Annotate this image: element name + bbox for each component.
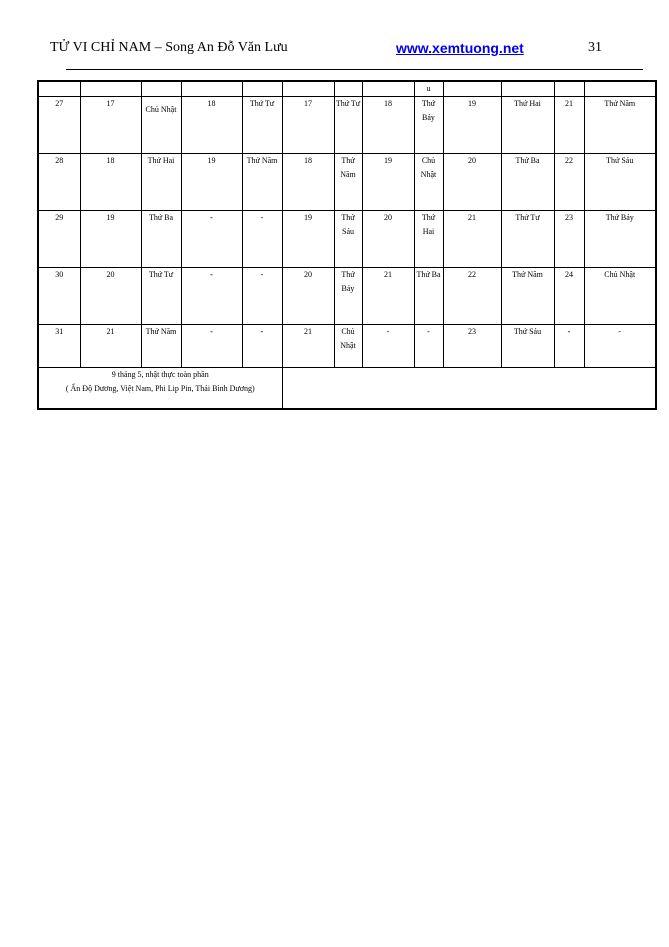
cell-weekday: Thứ Năm: [501, 268, 554, 325]
cell-weekday: Thứ Ba: [501, 154, 554, 211]
cell-empty: -: [362, 325, 414, 368]
cell-date: 23: [443, 325, 501, 368]
cell-date: 21: [443, 211, 501, 268]
cell-weekday: Chủ Nhật: [414, 154, 443, 211]
cell-weekday: Thứ Tư: [334, 97, 362, 154]
header-divider: [66, 69, 643, 70]
cell-empty: -: [242, 211, 282, 268]
cell-date: 19: [443, 97, 501, 154]
cell-empty: -: [584, 325, 656, 368]
cell-weekday: Thứ Bảy: [334, 268, 362, 325]
cell-fragment: u: [414, 81, 443, 97]
cell-empty: -: [554, 325, 584, 368]
cell-day: 27: [38, 97, 80, 154]
cell-weekday: Chủ Nhật: [141, 97, 181, 154]
eclipse-note-line2: ( Ấn Độ Dương, Việt Nam, Phi Lip Pin, Thái Bình Dương): [65, 384, 255, 393]
cell-date: 20: [80, 268, 141, 325]
cell-weekday: Thứ Sáu: [584, 154, 656, 211]
cell-weekday: Thứ Sáu: [501, 325, 554, 368]
cell-day: 30: [38, 268, 80, 325]
cell-empty: -: [414, 325, 443, 368]
book-title: TỬ VI CHỈ NAM – Song An Đỗ Văn Lưu: [50, 40, 288, 55]
cell-empty: -: [181, 268, 242, 325]
cell-weekday: Thứ Hai: [501, 97, 554, 154]
cell-date: 19: [362, 154, 414, 211]
cell-date: 24: [554, 268, 584, 325]
cell-date: 21: [554, 97, 584, 154]
cell-weekday: Thứ Bảy: [414, 97, 443, 154]
cell-weekday: Thứ Ba: [414, 268, 443, 325]
cell-weekday: Thứ Sáu: [334, 211, 362, 268]
cell-weekday: Thứ Năm: [334, 154, 362, 211]
cell-date: 20: [282, 268, 334, 325]
cell-date: 23: [554, 211, 584, 268]
cell-weekday: Thứ Ba: [141, 211, 181, 268]
footer-empty-cell: [282, 368, 656, 410]
table-row: [38, 211, 656, 268]
cell-empty: -: [242, 325, 282, 368]
cell-date: 22: [554, 154, 584, 211]
cell-date: 17: [80, 97, 141, 154]
cell-weekday: Thứ Hai: [414, 211, 443, 268]
cell-weekday: Thứ Năm: [242, 154, 282, 211]
eclipse-note-line1: 9 tháng 5, nhật thực toàn phần: [111, 370, 209, 379]
table-footer-row: [38, 368, 656, 410]
cell-weekday: Thứ Năm: [584, 97, 656, 154]
table-row: [38, 268, 656, 325]
cell-date: 19: [282, 211, 334, 268]
cell-date: 19: [80, 211, 141, 268]
cell-date: 19: [181, 154, 242, 211]
cell-empty: -: [181, 211, 242, 268]
cell-date: 20: [443, 154, 501, 211]
table-row-fragment: [38, 81, 656, 97]
table-row: [38, 97, 656, 154]
cell-date: 18: [181, 97, 242, 154]
table-row: [38, 154, 656, 211]
cell-date: 17: [282, 97, 334, 154]
calendar-table: [37, 80, 657, 410]
cell-date: 22: [443, 268, 501, 325]
cell-date: 18: [282, 154, 334, 211]
cell-empty: -: [181, 325, 242, 368]
cell-date: 18: [80, 154, 141, 211]
table-row: [38, 325, 656, 368]
cell-weekday: Thứ Tư: [501, 211, 554, 268]
page-header: [0, 40, 669, 60]
cell-weekday: Chủ Nhật: [584, 268, 656, 325]
cell-date: 21: [80, 325, 141, 368]
cell-weekday: Thứ Bảy: [584, 211, 656, 268]
cell-weekday: Thứ Năm: [141, 325, 181, 368]
cell-weekday: Chủ Nhật: [334, 325, 362, 368]
page-number: 31: [588, 40, 602, 55]
cell-date: 20: [362, 211, 414, 268]
cell-empty: -: [242, 268, 282, 325]
cell-date: 21: [282, 325, 334, 368]
website-link[interactable]: www.xemtuong.net: [396, 40, 524, 56]
cell-date: 18: [362, 97, 414, 154]
cell-day: 28: [38, 154, 80, 211]
cell-day: 31: [38, 325, 80, 368]
eclipse-note: [38, 368, 282, 410]
cell-weekday: Thứ Tư: [242, 97, 282, 154]
cell-weekday: Thứ Tư: [141, 268, 181, 325]
cell-weekday: Thứ Hai: [141, 154, 181, 211]
cell-date: 21: [362, 268, 414, 325]
cell-day: 29: [38, 211, 80, 268]
